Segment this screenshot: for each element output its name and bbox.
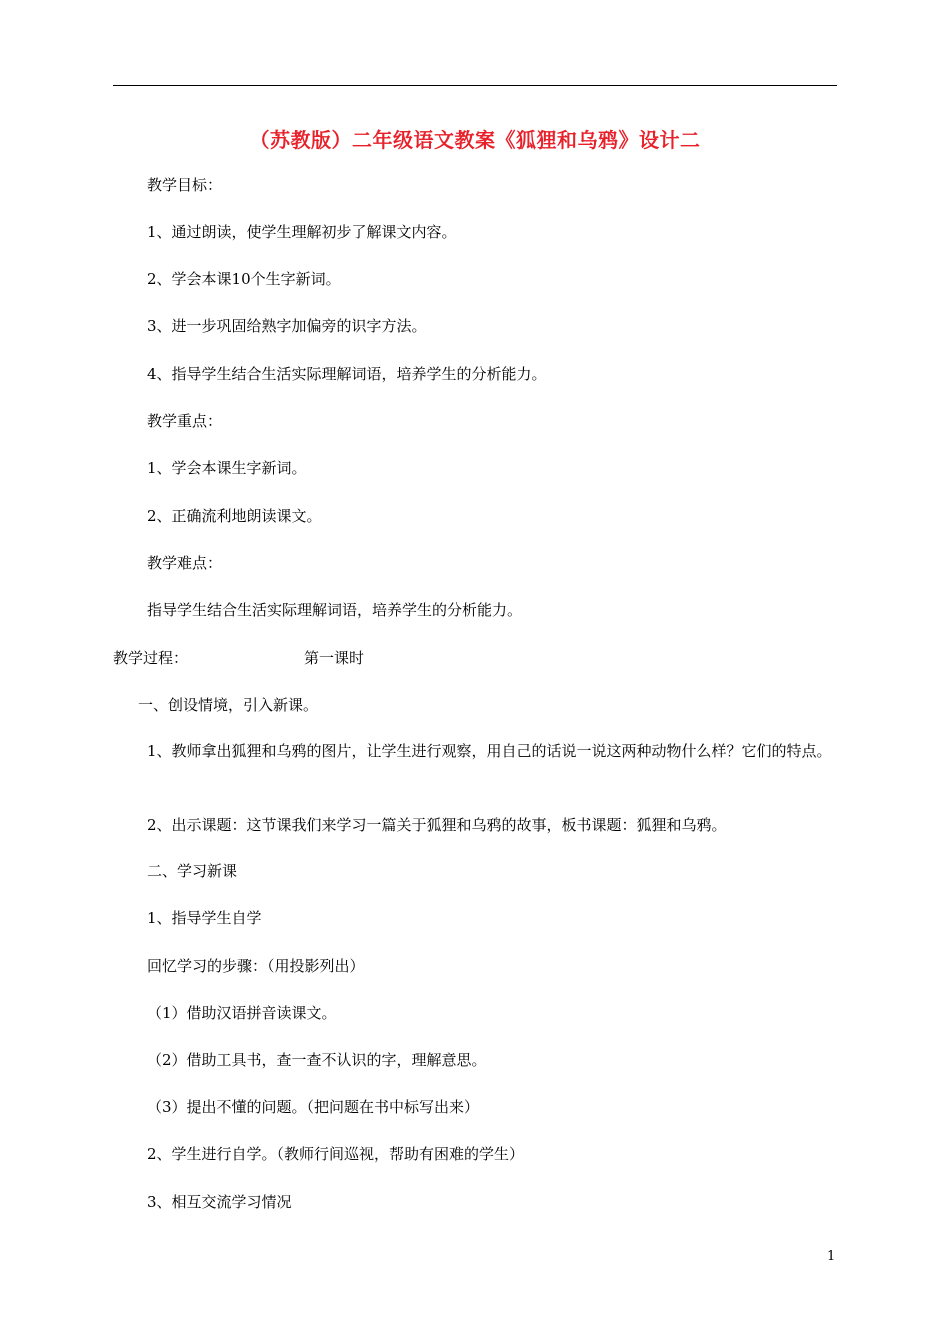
steps-intro: 回忆学习的步骤：（用投影列出） bbox=[147, 957, 365, 975]
objective-item: 3、进一步巩固给熟字加偏旁的识字方法。 bbox=[147, 317, 427, 335]
objectives-heading: 教学目标： bbox=[147, 176, 223, 194]
section2-item3: 3、相互交流学习情况 bbox=[147, 1193, 292, 1211]
process-label: 教学过程： bbox=[113, 649, 189, 667]
key-point-item: 1、学会本课生字新词。 bbox=[147, 459, 307, 477]
section1-item1: 1、教师拿出狐狸和乌鸦的图片，让学生进行观察，用自己的话说一说这两种动物什么样？它们的特点。 bbox=[147, 742, 832, 760]
page-number: 1 bbox=[827, 1249, 836, 1264]
step-item: （1）借助汉语拼音读课文。 bbox=[147, 1004, 337, 1022]
section1-heading: 一、创设情境，引入新课。 bbox=[138, 696, 319, 714]
objective-item: 2、学会本课10个生字新词。 bbox=[147, 270, 341, 288]
key-point-item: 2、正确流利地朗读课文。 bbox=[147, 507, 322, 525]
difficulty-text: 指导学生结合生活实际理解词语，培养学生的分析能力。 bbox=[147, 601, 523, 619]
key-points-heading: 教学重点： bbox=[147, 412, 223, 430]
objective-item: 4、指导学生结合生活实际理解词语，培养学生的分析能力。 bbox=[147, 365, 547, 383]
document-title: （苏教版）二年级语文教案《狐狸和乌鸦》设计二 bbox=[249, 128, 701, 152]
difficulty-heading: 教学难点： bbox=[147, 554, 223, 572]
lesson-label: 第一课时 bbox=[304, 649, 365, 667]
header-rule bbox=[113, 85, 837, 86]
objective-item: 1、通过朗读，使学生理解初步了解课文内容。 bbox=[147, 223, 457, 241]
section1-item2: 2、出示课题：这节课我们来学习一篇关于狐狸和乌鸦的故事，板书课题：狐狸和乌鸦。 bbox=[147, 816, 727, 834]
section2-item1: 1、指导学生自学 bbox=[147, 909, 262, 927]
section2-heading: 二、学习新课 bbox=[147, 862, 238, 880]
step-item: （2）借助工具书，查一查不认识的字，理解意思。 bbox=[147, 1051, 487, 1069]
process-line bbox=[113, 648, 364, 668]
step-item: （3）提出不懂的问题。（把问题在书中标写出来） bbox=[147, 1098, 480, 1116]
section2-item2: 2、学生进行自学。（教师行间巡视，帮助有困难的学生） bbox=[147, 1145, 525, 1163]
